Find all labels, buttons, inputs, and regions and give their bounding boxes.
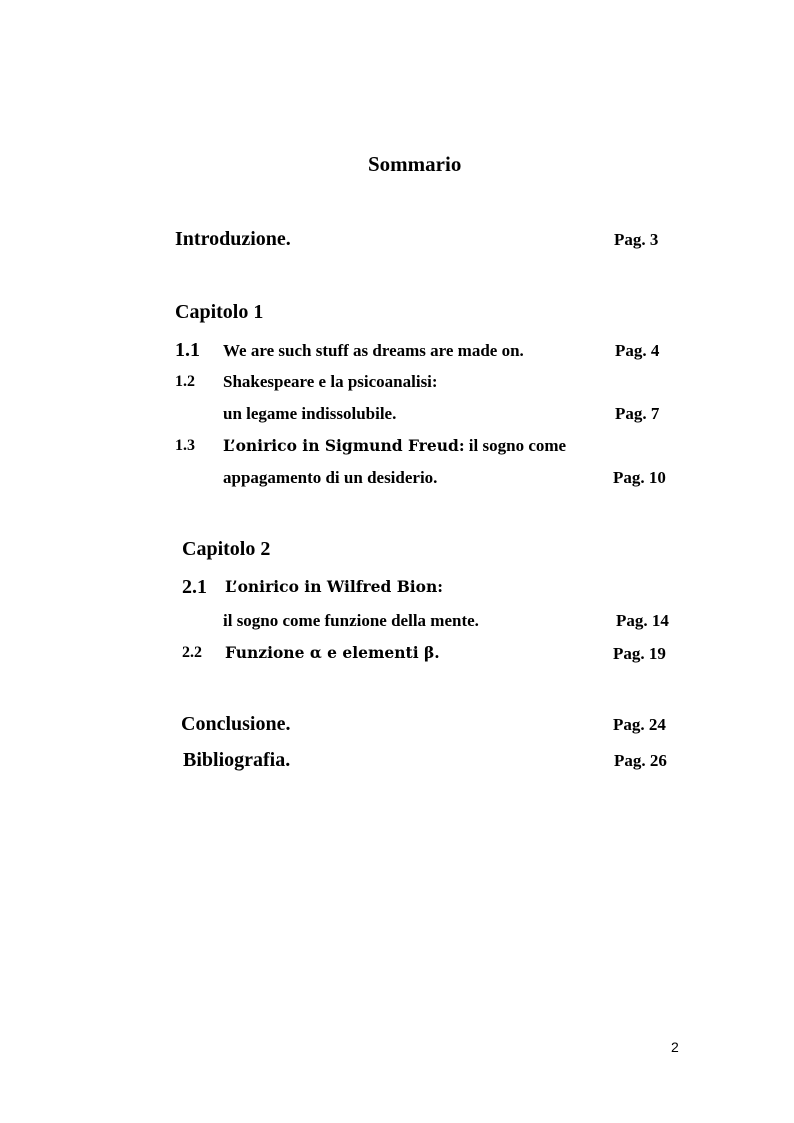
chapter-1-heading: Capitolo 1 (175, 301, 264, 323)
page-number: 2 (671, 1039, 679, 1055)
toc-conclusion-page: Pag. 24 (613, 715, 666, 734)
section-1-3-title-line-1 (223, 437, 566, 454)
section-1-3-title-line-1-b: il sogno come (464, 436, 567, 455)
section-1-3-page: Pag. 10 (613, 468, 666, 487)
section-1-1-page: Pag. 4 (615, 341, 660, 360)
section-1-2-title-line-1: Shakespeare e la psicoanalisi: (223, 372, 438, 391)
toc-conclusion-label: Conclusione. (181, 713, 291, 735)
toc-bibliography-label: Bibliografia. (183, 749, 291, 771)
section-2-1-title-line-2: il sogno come funzione della mente. (223, 611, 479, 630)
section-2-2-title: Funzione α e elementi β. (225, 643, 440, 662)
section-1-3-title-line-1-a: L’onirico in Sigmund Freud: (223, 436, 465, 455)
section-1-2-number: 1.2 (175, 373, 195, 390)
page-title: Sommario (368, 152, 462, 176)
section-1-3-title-line-2: appagamento di un desiderio. (223, 468, 438, 487)
toc-intro-page: Pag. 3 (614, 230, 659, 249)
section-1-2-page: Pag. 7 (615, 404, 660, 423)
toc-bibliography-page: Pag. 26 (614, 751, 667, 770)
chapter-2-heading: Capitolo 2 (182, 538, 271, 560)
section-1-1-title: We are such stuff as dreams are made on. (223, 341, 524, 360)
section-2-2-page: Pag. 19 (613, 644, 666, 663)
section-2-1-title-line-1: L’onirico in Wilfred Bion: (225, 577, 444, 596)
section-1-2-title-line-2: un legame indissolubile. (223, 404, 397, 423)
section-2-2-number: 2.2 (182, 644, 202, 661)
toc-intro-label: Introduzione. (175, 228, 291, 250)
section-2-1-page: Pag. 14 (616, 611, 669, 630)
section-1-3-number: 1.3 (175, 437, 195, 454)
section-1-1-number: 1.1 (175, 339, 200, 361)
section-2-1-number: 2.1 (182, 576, 207, 598)
